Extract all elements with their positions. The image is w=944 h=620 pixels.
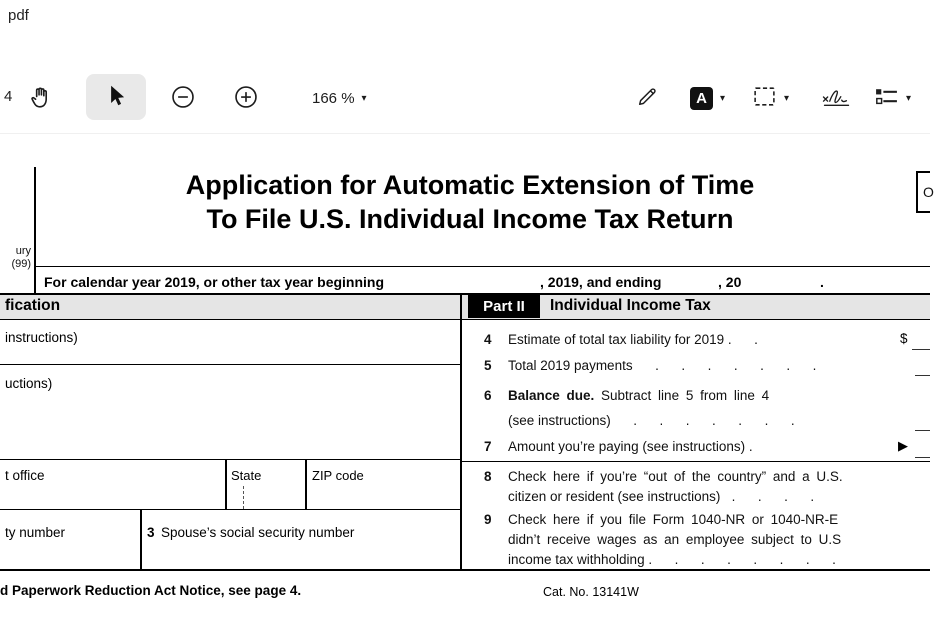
line-4-amount-field[interactable] bbox=[912, 349, 930, 350]
line-9-text1: Check here if you file Form 1040-NR or 1040-NR-E bbox=[508, 512, 839, 527]
city-ssn-divider bbox=[0, 509, 461, 510]
line-7 bbox=[484, 438, 944, 455]
name-address-divider bbox=[0, 364, 461, 365]
agency-block bbox=[0, 245, 31, 271]
line-9-continued-1 bbox=[484, 531, 944, 548]
annotations-list-dropdown[interactable] bbox=[874, 83, 911, 113]
text-tool-dropdown[interactable] bbox=[690, 83, 725, 113]
omb-number-box bbox=[916, 171, 934, 213]
catalog-number: Cat. No. 13141W bbox=[543, 585, 639, 599]
main-column-divider bbox=[460, 293, 462, 570]
ssn-spouse-divider bbox=[140, 509, 142, 570]
line-8-text1: Check here if you’re “out of the country” and a U.S. bbox=[508, 469, 843, 484]
zoom-in-icon bbox=[233, 84, 259, 113]
form-bottom-border bbox=[0, 569, 930, 571]
line-6-continued bbox=[484, 412, 944, 429]
state-zip-divider bbox=[305, 459, 307, 510]
pencil-icon bbox=[635, 84, 660, 112]
part2-label-box bbox=[468, 295, 540, 318]
chevron-down-icon: ▾ bbox=[906, 92, 912, 104]
state-field-label: State bbox=[231, 468, 262, 483]
signature-tool-button[interactable] bbox=[818, 83, 854, 113]
list-view-icon bbox=[874, 85, 899, 111]
line-5-amount-field[interactable] bbox=[915, 375, 930, 376]
line-4 bbox=[484, 331, 944, 348]
page-indicator: 4 bbox=[4, 88, 13, 105]
line-8-text2: citizen or resident (see instructions) . . . . bbox=[508, 489, 815, 504]
line-5-number: 5 bbox=[484, 358, 492, 373]
zoom-in-button[interactable] bbox=[231, 83, 261, 113]
line7-line8-divider bbox=[461, 461, 930, 462]
calendar-mid: , 2019, and ending bbox=[540, 274, 662, 290]
address-city-divider bbox=[0, 459, 461, 460]
agency-line1: ury bbox=[15, 245, 31, 257]
state-entry-dash bbox=[243, 486, 244, 509]
line-7-text: Amount you’re paying (see instructions) . bbox=[508, 439, 753, 454]
line-9-text2: didn’t receive wages as an employee subject to U.S bbox=[508, 532, 842, 547]
line-7-number: 7 bbox=[484, 439, 492, 454]
agency-line2: (99) bbox=[11, 258, 31, 270]
city-state-divider bbox=[225, 459, 227, 510]
line-4-number: 4 bbox=[484, 332, 492, 347]
rectangle-shape-icon bbox=[752, 85, 777, 111]
part2-label: Part II bbox=[483, 298, 525, 315]
toolbar bbox=[0, 60, 930, 134]
line-8-continued bbox=[484, 488, 944, 505]
shape-tool-dropdown[interactable] bbox=[752, 83, 789, 113]
zoom-out-icon bbox=[170, 84, 196, 113]
spouse-ssn-label: Spouse’s social security number bbox=[161, 525, 355, 540]
part-header-bar bbox=[0, 293, 930, 320]
part2-title: Individual Income Tax bbox=[550, 297, 711, 314]
form-title-line2: To File U.S. Individual Income Tax Return bbox=[206, 204, 734, 234]
line-9 bbox=[484, 511, 944, 528]
text-tool-icon bbox=[690, 87, 713, 110]
hand-tool-button[interactable] bbox=[26, 83, 56, 113]
line-4-text: Estimate of total tax liability for 2019 . . bbox=[508, 332, 758, 347]
cursor-arrow-icon bbox=[103, 83, 129, 112]
calendar-prefix: For calendar year 2019, or other tax year beginning bbox=[44, 274, 385, 290]
select-tool-button[interactable] bbox=[86, 74, 146, 120]
zoom-out-button[interactable] bbox=[168, 83, 198, 113]
line-6-amount-field[interactable] bbox=[915, 430, 930, 431]
chevron-down-icon: ▾ bbox=[720, 92, 726, 104]
zip-field-label: ZIP code bbox=[312, 468, 364, 483]
zoom-level-dropdown[interactable] bbox=[312, 83, 367, 113]
form-title-line1: Application for Automatic Extension of Time bbox=[185, 170, 755, 200]
chevron-down-icon: ▾ bbox=[361, 92, 367, 104]
line-8 bbox=[484, 468, 944, 485]
paperwork-notice-partial: d Paperwork Reduction Act Notice, see page 4. bbox=[0, 583, 302, 598]
calendar-suffix: , 20 bbox=[718, 274, 742, 290]
signature-icon bbox=[820, 84, 852, 112]
line-8-number: 8 bbox=[484, 469, 492, 484]
line-4-currency-symbol: $ bbox=[900, 331, 908, 346]
chevron-down-icon: ▾ bbox=[784, 92, 790, 104]
calendar-period: . bbox=[820, 274, 824, 290]
line-6 bbox=[484, 387, 944, 404]
line-6-number: 6 bbox=[484, 388, 492, 403]
line-9-number: 9 bbox=[484, 512, 492, 527]
address-field-label-partial: uctions) bbox=[5, 376, 53, 391]
title-underline bbox=[35, 266, 930, 267]
name-field-label-partial: instructions) bbox=[5, 330, 78, 345]
line-6-bold-text: Balance due. bbox=[508, 388, 595, 403]
line-5-text: Total 2019 payments . . . . . . . bbox=[508, 358, 817, 373]
hand-icon bbox=[28, 84, 54, 113]
line-6-text2: (see instructions) . . . . . . . bbox=[508, 413, 795, 428]
pencil-annotate-button[interactable] bbox=[632, 83, 662, 113]
city-field-label-partial: t office bbox=[5, 468, 45, 483]
spouse-ssn-number: 3 bbox=[147, 525, 155, 540]
omb-partial-text: O bbox=[923, 184, 934, 200]
line-5 bbox=[484, 357, 944, 374]
document-filename: pdf bbox=[8, 7, 29, 24]
right-arrow-icon: ▶ bbox=[898, 438, 908, 453]
ssn-field-label-partial: ty number bbox=[5, 525, 66, 540]
line-9-text3: income tax withholding . . . . . . . . bbox=[508, 552, 836, 567]
line-9-continued-2 bbox=[484, 551, 944, 568]
part1-title-partial: fication bbox=[5, 297, 61, 314]
line-7-amount-field[interactable] bbox=[915, 457, 930, 458]
zoom-level-value: 166 % bbox=[312, 89, 355, 107]
form-header-divider bbox=[34, 167, 36, 293]
line-6-text: Subtract line 5 from line 4 bbox=[594, 388, 770, 403]
text-tool-letter: A bbox=[696, 89, 707, 107]
